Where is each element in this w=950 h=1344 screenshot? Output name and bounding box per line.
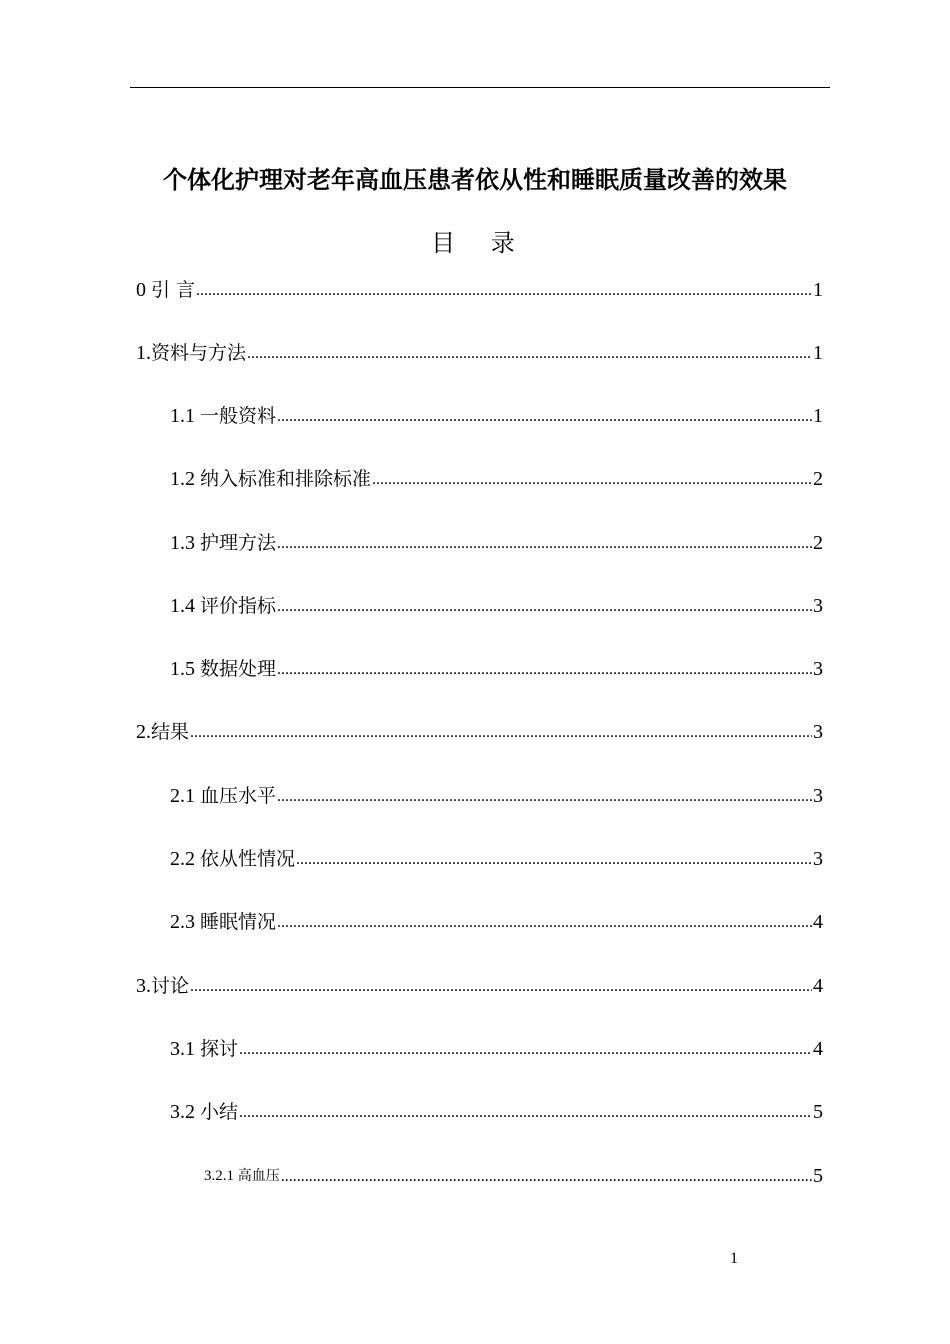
toc-entry-page: 3 (813, 721, 823, 743)
toc-entry-label: 评价指标 (200, 595, 277, 617)
toc-entry-page: 3 (813, 595, 823, 617)
toc-entry-label: 依从性情况 (200, 848, 296, 870)
toc-entry-page: 4 (813, 911, 823, 933)
toc-leader-dots (281, 1166, 812, 1188)
toc-entry-page: 2 (813, 532, 823, 554)
toc-entry-page: 1 (813, 405, 823, 427)
toc-leader-dots (277, 406, 812, 428)
toc-entry-number: 3. (136, 975, 151, 997)
toc-entry[interactable] (170, 400, 823, 428)
toc-entry-number: 2.2 (170, 848, 200, 870)
toc-entry[interactable] (170, 653, 823, 681)
toc-entry-label: 讨论 (151, 975, 190, 997)
toc-entry-number: 1.5 (170, 658, 200, 680)
toc-entry-number: 0 (136, 279, 151, 301)
toc-entry[interactable] (136, 716, 823, 744)
toc-entry-label: 一般资料 (200, 405, 277, 427)
toc-entry[interactable] (170, 1033, 823, 1061)
toc-heading: 目 录 (431, 229, 529, 257)
page-number: 1 (730, 1250, 738, 1267)
toc-entry[interactable] (170, 590, 823, 618)
toc-entry-number: 2. (136, 721, 151, 743)
toc-entry[interactable] (170, 527, 823, 555)
toc-leader-dots (190, 722, 812, 744)
toc-leader-dots (239, 1102, 812, 1124)
toc-entry[interactable] (170, 780, 823, 808)
toc-entry-page: 2 (813, 468, 823, 490)
toc-entry-page: 4 (813, 1038, 823, 1060)
toc-entry-page: 5 (813, 1165, 823, 1187)
toc-leader-dots (277, 659, 812, 681)
toc-leader-dots (247, 343, 812, 365)
toc-entry-label: 引 言 (151, 279, 196, 301)
toc-leader-dots (239, 1039, 812, 1061)
toc-entry-label: 小结 (200, 1101, 239, 1123)
toc-entry[interactable] (136, 337, 823, 365)
toc-entry[interactable] (170, 1096, 823, 1124)
toc-entry-label: 高血压 (237, 1168, 280, 1184)
document-title: 个体化护理对老年高血压患者依从性和睡眠质量改善的效果 (163, 166, 787, 194)
toc-leader-dots (372, 469, 812, 491)
toc-leader-dots (277, 533, 812, 555)
toc-entry-number: 1.3 (170, 532, 200, 554)
toc-leader-dots (277, 786, 812, 808)
header-rule (130, 87, 830, 88)
toc-entry-label: 资料与方法 (151, 342, 247, 364)
toc-entry[interactable] (170, 906, 823, 934)
toc-entry-number: 1.4 (170, 595, 200, 617)
toc-entry-label: 结果 (151, 721, 190, 743)
toc-entry-number: 3.1 (170, 1038, 200, 1060)
toc-entry-page: 4 (813, 975, 823, 997)
toc-entry-page: 3 (813, 785, 823, 807)
toc-entry-label: 数据处理 (200, 658, 277, 680)
toc-entry[interactable] (136, 970, 823, 998)
toc-entry[interactable] (204, 1160, 823, 1188)
toc-leader-dots (190, 976, 812, 998)
toc-entry-label: 睡眠情况 (200, 911, 277, 933)
toc-leader-dots (277, 596, 812, 618)
toc-entry-number: 3.2 (170, 1101, 200, 1123)
toc-entry[interactable] (170, 463, 823, 491)
toc-entry-page: 3 (813, 848, 823, 870)
toc-entry-label: 纳入标准和排除标准 (200, 468, 372, 490)
toc-entry-label: 血压水平 (200, 785, 277, 807)
toc-entry-page: 3 (813, 658, 823, 680)
toc-entry[interactable] (170, 843, 823, 871)
toc-entry-number: 3.2.1 (204, 1168, 238, 1184)
toc-entry-number: 1.2 (170, 468, 200, 490)
toc-leader-dots (296, 849, 812, 871)
toc-entry-label: 护理方法 (200, 532, 277, 554)
toc-entry-number: 2.1 (170, 785, 200, 807)
toc-entry-number: 1.1 (170, 405, 200, 427)
toc-entry-number: 1. (136, 342, 151, 364)
toc-leader-dots (277, 912, 812, 934)
toc-entry-page: 5 (813, 1101, 823, 1123)
toc-entry-number: 2.3 (170, 911, 200, 933)
toc-entry-label: 探讨 (200, 1038, 239, 1060)
toc-entry-page: 1 (813, 342, 823, 364)
toc-entry[interactable] (136, 274, 823, 302)
toc-entry-page: 1 (813, 279, 823, 301)
toc-leader-dots (196, 280, 812, 302)
